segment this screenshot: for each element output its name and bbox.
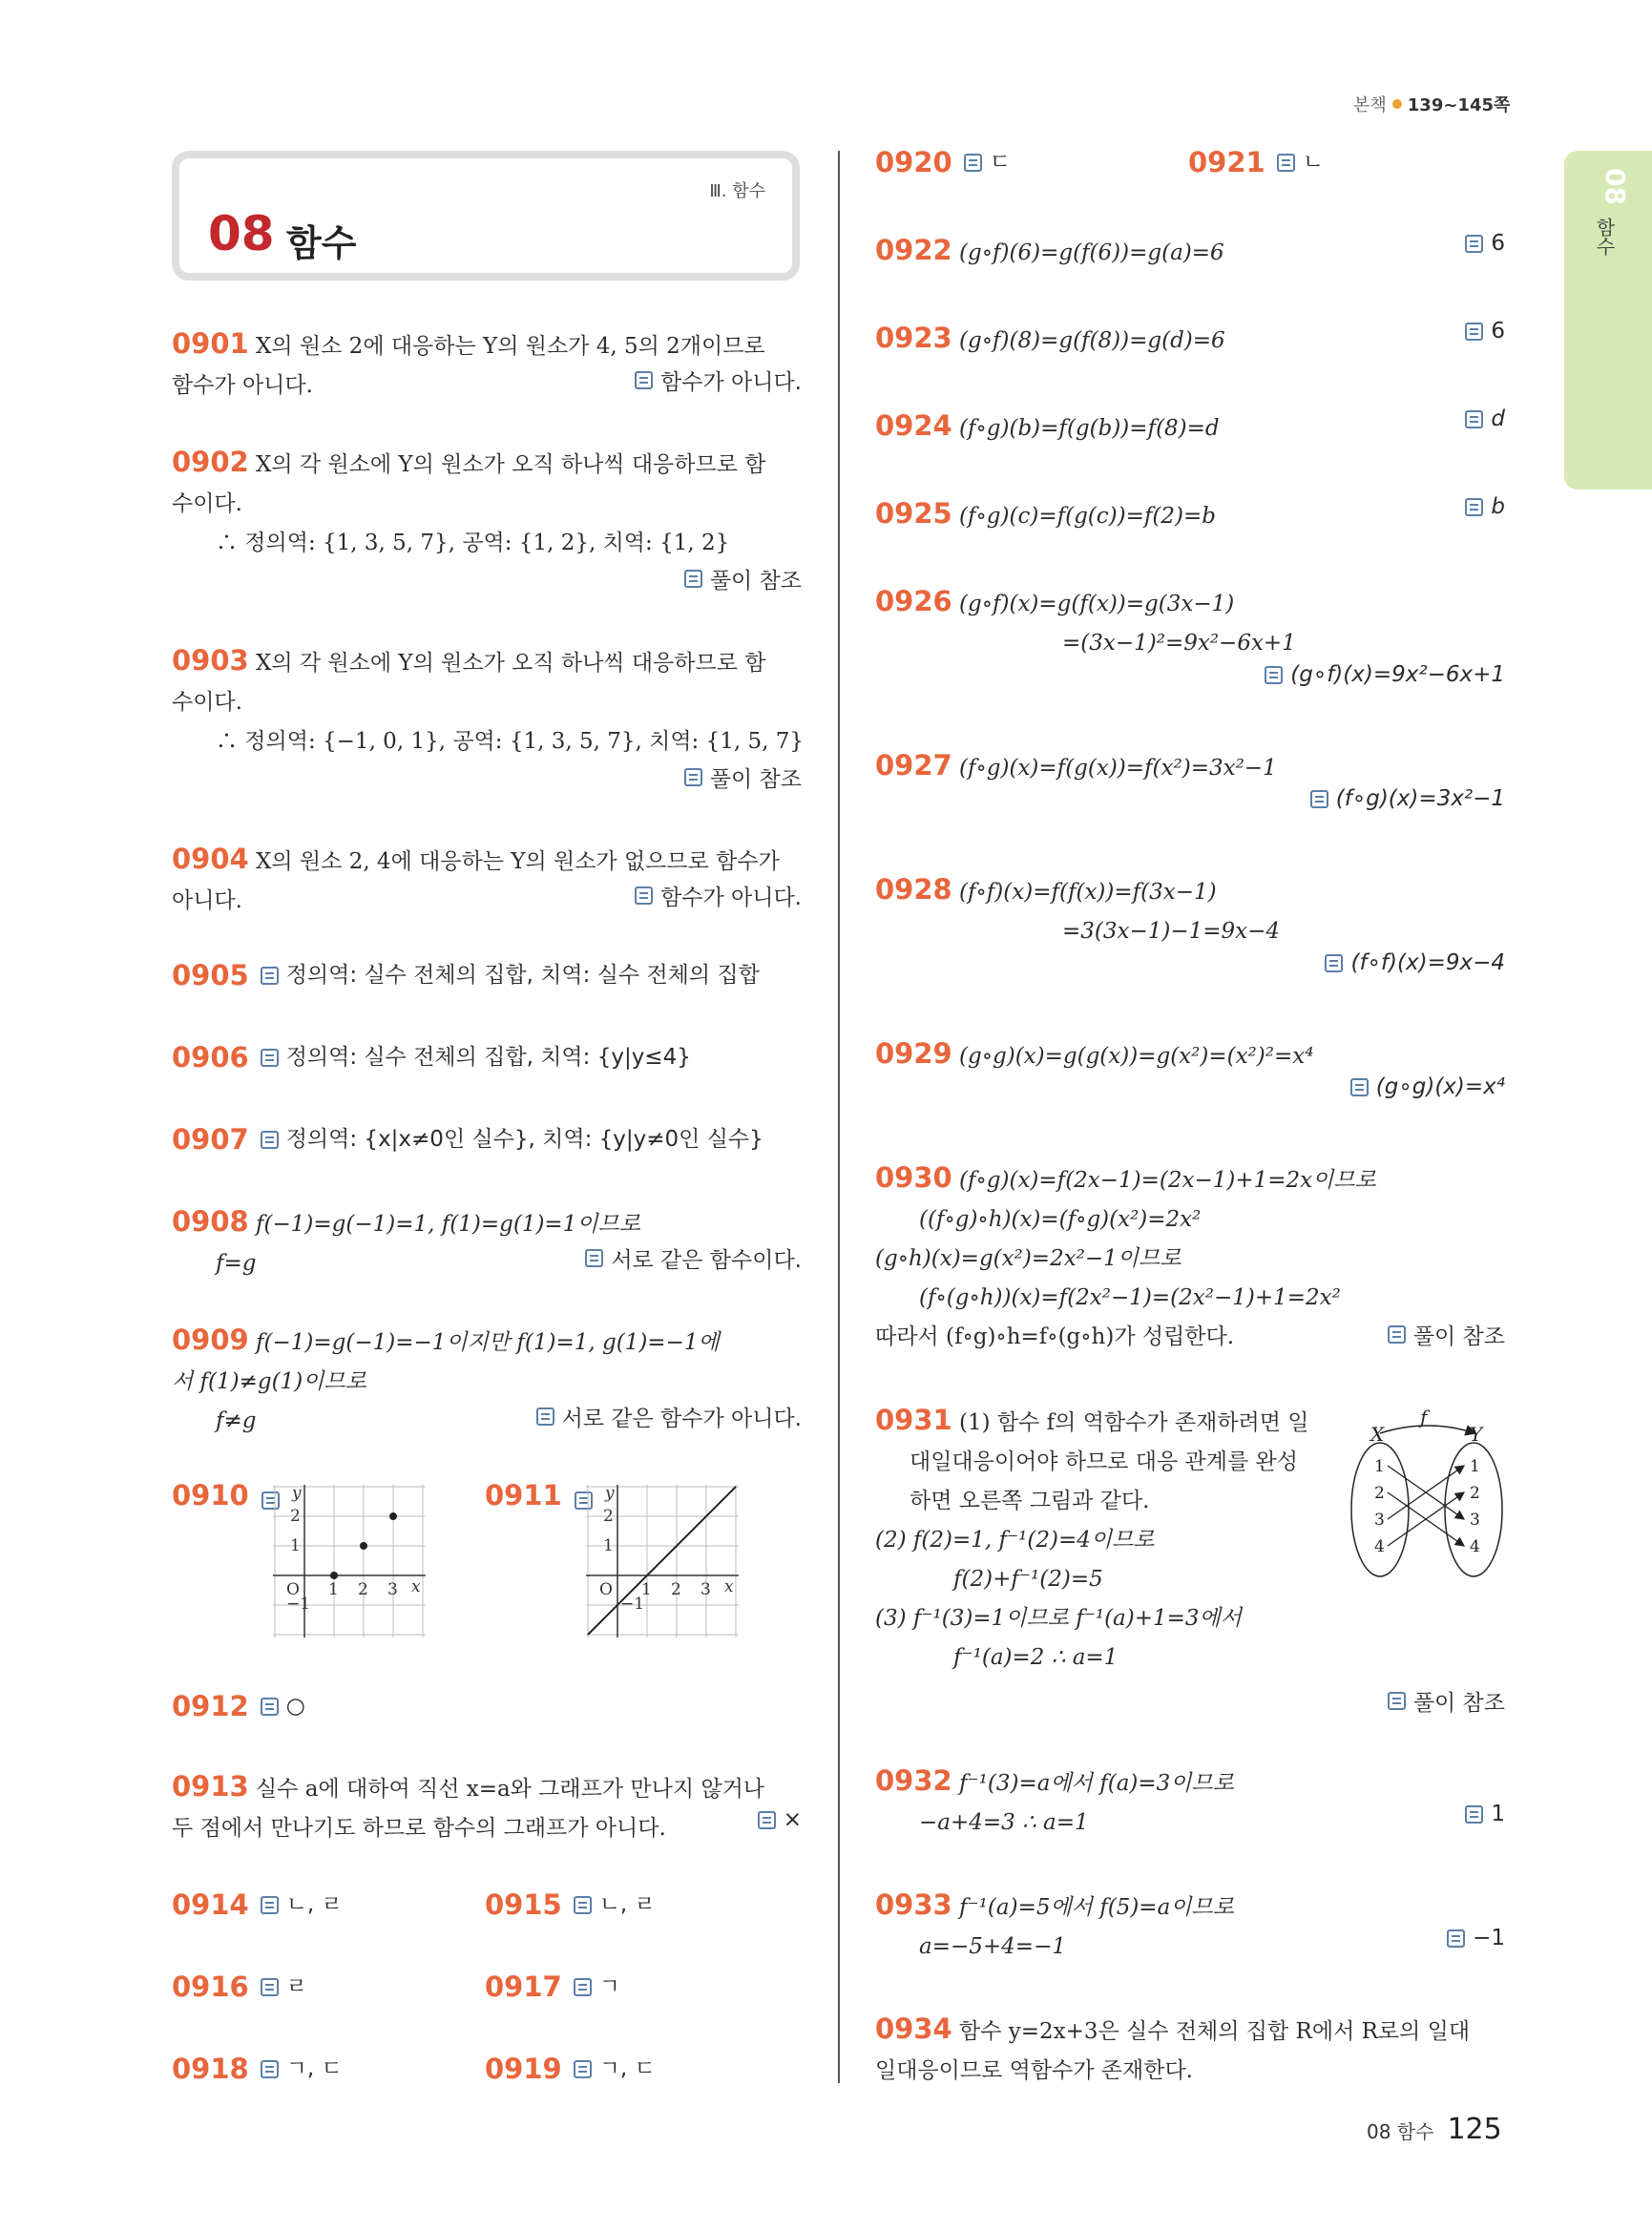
answer-text: (g∘g)(x)=x⁴ — [1375, 1074, 1505, 1099]
header-dot-icon — [1392, 99, 1402, 109]
problem-0925 — [875, 494, 1505, 536]
problem-number: 0909 — [172, 1324, 249, 1356]
problem-number: 0903 — [172, 644, 249, 677]
answer-text: d — [1491, 407, 1505, 431]
solution-line: (f∘g)(x)=f(g(x))=f(x²)=3x²−1 — [959, 756, 1277, 781]
problem-0903 — [172, 641, 805, 792]
x-tick-label: 2 — [358, 1580, 368, 1599]
solution-line: f⁻¹(a)=2 ∴ a=1 — [953, 1645, 1119, 1670]
answer-text: −1 — [1473, 1926, 1505, 1950]
y-tick-label: 1 — [290, 1536, 301, 1555]
solution-line: f⁻¹(a)=5에서 f(5)=a이므로 — [959, 1895, 1234, 1920]
solution-line: (f∘g)(b)=f(g(b))=f(8)=d — [959, 416, 1220, 441]
answer-icon — [1265, 666, 1283, 684]
chapter-section: Ⅲ. 함수 — [709, 181, 765, 201]
answer — [758, 1807, 802, 1832]
set-x-element: 4 — [1374, 1537, 1385, 1556]
solution-line: X의 각 원소에 Y의 원소가 오직 하나씩 대응하므로 함 — [256, 651, 766, 676]
graph-0911 — [586, 1485, 742, 1641]
problem-number: 0934 — [875, 2012, 952, 2045]
answer-text: (f∘f)(x)=9x−4 — [1350, 950, 1505, 975]
answer — [1447, 1926, 1505, 1950]
problem-0902 — [172, 443, 802, 594]
problem-0930 — [875, 1158, 1505, 1357]
y-tick-label: 2 — [290, 1507, 301, 1526]
problem-0926 — [875, 582, 1505, 687]
set-x-element: 2 — [1374, 1484, 1385, 1503]
answer — [684, 563, 802, 594]
problem-number: 0902 — [172, 446, 249, 478]
problem-0910 — [172, 1479, 287, 1512]
answer-text: ㄴ, ㄹ — [285, 1892, 343, 1917]
answer — [585, 1242, 802, 1274]
problem-number: 0929 — [875, 1037, 952, 1070]
origin-label: O — [599, 1580, 613, 1599]
solution-line: (2) f(2)=1, f⁻¹(2)=4이므로 — [875, 1528, 1155, 1553]
problem-0906 — [172, 1038, 691, 1077]
solution-line: f(−1)=g(−1)=−1이지만 f(1)=1, g(1)=−1에 — [256, 1330, 720, 1355]
answer — [635, 880, 802, 911]
answer-icon — [1277, 154, 1295, 172]
answer — [1388, 1685, 1505, 1717]
problem-0928 — [875, 870, 1505, 975]
answer — [1265, 662, 1505, 687]
problem-0932 — [875, 1762, 1505, 1843]
column-divider — [838, 151, 840, 2083]
problem-0913 — [172, 1767, 802, 1848]
solution-line: (3) f⁻¹(3)=1이므로 f⁻¹(a)+1=3에서 — [875, 1606, 1242, 1631]
problem-0912 — [172, 1687, 305, 1726]
answer-text: 정의역: {x|x≠0인 실수}, 치역: {y|y≠0인 실수} — [285, 1127, 763, 1152]
problem-number: 0921 — [1188, 146, 1265, 178]
solution-line: ((f∘g)∘h)(x)=(f∘g)(x²)=2x² — [919, 1207, 1202, 1232]
graph-point — [360, 1542, 367, 1550]
solution-line: =(3x−1)²=9x²−6x+1 — [1062, 631, 1296, 656]
answer-icon — [1350, 1078, 1369, 1096]
answer-icon — [261, 1896, 279, 1914]
solution-line: 실수 a에 대하여 직선 x=a와 그래프가 만나지 않거나 — [256, 1777, 765, 1802]
header-ref-prefix: 본책 — [1353, 95, 1387, 115]
answer-text: 함수가 아니다. — [660, 370, 802, 395]
problem-number: 0928 — [875, 873, 952, 906]
set-y-element: 2 — [1470, 1484, 1480, 1503]
answer — [1350, 1074, 1505, 1099]
solution-line: f(2)+f⁻¹(2)=5 — [953, 1567, 1103, 1592]
answer-text: 6 — [1491, 231, 1505, 256]
problem-0917 — [485, 1968, 620, 2007]
answer-text: (g∘f)(x)=9x²−6x+1 — [1290, 662, 1505, 687]
answer-text: 함수가 아니다. — [660, 886, 802, 910]
x-axis-label: x — [724, 1577, 734, 1596]
problem-0922 — [875, 231, 1505, 273]
answer-icon — [964, 154, 982, 172]
answer-icon — [585, 1249, 603, 1267]
solution-line: 따라서 (f∘g)∘h=f∘(g∘h)가 성립한다. — [875, 1324, 1235, 1349]
problem-0904 — [172, 840, 802, 921]
answer-icon — [684, 570, 702, 588]
solution-line: (f∘f)(x)=f(f(x))=f(3x−1) — [959, 880, 1217, 905]
problem-0916 — [172, 1968, 307, 2007]
solution-line: 함수 y=2x+3은 실수 전체의 집합 R에서 R로의 일대 — [959, 2019, 1471, 2044]
answer-text: b — [1491, 494, 1505, 519]
y-tick-label: 2 — [603, 1507, 614, 1526]
answer-icon — [635, 371, 653, 389]
solution-line: 수이다. — [172, 491, 242, 516]
solution-line: X의 원소 2에 대응하는 Y의 원소가 4, 5의 2개이므로 — [256, 334, 765, 359]
page-header — [1353, 92, 1510, 116]
problem-0911 — [485, 1479, 600, 1512]
problem-number: 0904 — [172, 843, 249, 875]
solution-line: (g∘h)(x)=g(x²)=2x²−1이므로 — [875, 1246, 1181, 1271]
answer-text: 풀이 참조 — [709, 569, 802, 594]
problem-0907 — [172, 1120, 763, 1159]
side-tab-label: 함수 — [1593, 218, 1616, 256]
problem-0919 — [485, 2050, 656, 2089]
answer-icon — [1310, 790, 1328, 808]
problem-number: 0910 — [172, 1479, 249, 1512]
answer-text: (f∘g)(x)=3x²−1 — [1335, 786, 1505, 811]
answer-icon — [1388, 1692, 1406, 1710]
answer-icon — [684, 768, 702, 786]
solution-line: 일대응이므로 역함수가 존재한다. — [875, 2058, 1193, 2083]
solution-line: 대일대응이어야 하므로 대응 관계를 완성 — [910, 1449, 1298, 1474]
footer-label: 08 함수 — [1367, 2120, 1434, 2143]
origin-label: O — [286, 1580, 300, 1599]
set-y-label: Y — [1470, 1423, 1483, 1446]
problem-0909 — [172, 1321, 802, 1441]
problem-number: 0930 — [875, 1161, 952, 1194]
answer-text: ㄹ — [285, 1974, 307, 1999]
problem-number: 0933 — [875, 1888, 952, 1921]
answer-text: 풀이 참조 — [1412, 1324, 1505, 1349]
header-pages: 139~145쪽 — [1407, 95, 1511, 115]
solution-line: 함수가 아니다. — [172, 373, 313, 398]
answer-icon — [758, 1811, 776, 1829]
graph-point — [389, 1512, 397, 1520]
problem-number: 0919 — [485, 2053, 562, 2085]
solution-line: (g∘f)(6)=g(f(6))=g(a)=6 — [959, 240, 1224, 265]
answer-icon — [261, 1131, 279, 1149]
answer-icon — [261, 1978, 279, 1996]
mapping-arrows — [1388, 1466, 1464, 1546]
answer-text: 정의역: 실수 전체의 집합, 치역: {y|y≤4} — [285, 1045, 691, 1070]
problem-number: 0920 — [875, 146, 952, 178]
solution-line: 두 점에서 만나기도 하므로 함수의 그래프가 아니다. — [172, 1816, 666, 1841]
solution-line: (1) 함수 f의 역함수가 존재하려면 일 — [959, 1410, 1309, 1435]
answer-icon — [261, 967, 279, 985]
side-tab-number: 08 — [1600, 168, 1631, 205]
answer-icon — [536, 1407, 554, 1426]
solution-line: a=−5+4=−1 — [919, 1934, 1066, 1959]
answer-icon — [635, 886, 653, 905]
answer — [1465, 319, 1505, 344]
answer-text: ㄱ, ㄷ — [598, 2056, 656, 2081]
answer-text: 1 — [1491, 1802, 1505, 1826]
answer-text: ㄴ, ㄹ — [598, 1892, 656, 1917]
answer — [684, 761, 802, 793]
problem-0924 — [875, 407, 1505, 448]
problem-0927 — [875, 746, 1505, 811]
solution-line: 아니다. — [172, 888, 242, 913]
set-x-element: 1 — [1374, 1457, 1385, 1476]
chapter-title: 함수 — [286, 222, 357, 264]
problem-number: 0926 — [875, 585, 952, 617]
footer-page-number: 125 — [1447, 2113, 1502, 2146]
problem-0915 — [485, 1886, 656, 1925]
answer-text: ㄱ, ㄷ — [285, 2056, 343, 2081]
mapping-diagram — [1349, 1405, 1506, 1584]
problem-number: 0917 — [485, 1970, 562, 2003]
graph-point — [330, 1572, 338, 1579]
solution-line: (g∘g)(x)=g(g(x))=g(x²)=(x²)²=x⁴ — [959, 1044, 1314, 1069]
chapter-number: 08 — [208, 206, 275, 261]
solution-line: f=g — [216, 1251, 257, 1276]
set-y-element: 1 — [1470, 1457, 1480, 1476]
solution-line: f(−1)=g(−1)=1, f(1)=g(1)=1이므로 — [256, 1212, 640, 1237]
x-tick-label: 1 — [641, 1580, 652, 1599]
answer-icon — [1465, 1805, 1483, 1824]
answer-icon — [1465, 498, 1483, 516]
problem-number: 0918 — [172, 2053, 249, 2085]
y-axis-label: y — [292, 1485, 302, 1503]
problem-number: 0913 — [172, 1770, 249, 1803]
solution-line: X의 원소 2, 4에 대응하는 Y의 원소가 없으므로 함수가 — [256, 849, 780, 874]
answer-icon — [574, 1978, 592, 1996]
solution-line: =3(3x−1)−1=9x−4 — [1062, 919, 1281, 944]
answer-icon — [1325, 954, 1343, 972]
func-arrow — [1380, 1426, 1475, 1433]
solution-line: (f∘(g∘h))(x)=f(2x²−1)=(2x²−1)+1=2x² — [919, 1285, 1341, 1310]
solution-line: ∴ 정의역: {1, 3, 5, 7}, 공역: {1, 2}, 치역: {1, 2} — [216, 531, 730, 555]
problem-number: 0923 — [875, 322, 952, 354]
answer — [1325, 950, 1505, 975]
y-axis-label: y — [605, 1485, 615, 1503]
answer — [1388, 1319, 1505, 1350]
solution-line: −a+4=3 ∴ a=1 — [919, 1810, 1089, 1835]
problem-0901 — [172, 324, 802, 406]
answer-icon — [574, 2060, 592, 2078]
problem-number: 0906 — [172, 1041, 249, 1074]
answer-text: 풀이 참조 — [1412, 1691, 1505, 1716]
answer-text: × — [783, 1807, 802, 1832]
problem-0908 — [172, 1202, 802, 1283]
answer-text: 정의역: 실수 전체의 집합, 치역: 실수 전체의 집합 — [285, 963, 760, 988]
problem-0905 — [172, 956, 760, 995]
solution-line: 수이다. — [172, 690, 242, 715]
answer — [1465, 231, 1505, 256]
problem-number: 0932 — [875, 1764, 952, 1797]
problem-number: 0912 — [172, 1690, 249, 1722]
set-y-element: 3 — [1470, 1511, 1480, 1530]
answer-text: ㄷ — [989, 150, 1011, 175]
problem-number: 0927 — [875, 749, 952, 782]
solution-line: (g∘f)(8)=g(f(8))=g(d)=6 — [959, 328, 1225, 353]
answer-text: 6 — [1491, 319, 1505, 344]
x-tick-label: 2 — [671, 1580, 681, 1599]
solution-line: 하면 오른쪽 그림과 같다. — [910, 1489, 1150, 1513]
problem-number: 0907 — [172, 1123, 249, 1156]
x-tick-label: 3 — [701, 1580, 711, 1599]
answer-icon — [1465, 323, 1483, 341]
solution-line: f≠g — [216, 1408, 257, 1433]
problem-number: 0914 — [172, 1888, 249, 1921]
solution-line: ∴ 정의역: {−1, 0, 1}, 공역: {1, 3, 5, 7}, 치역: {1, 5, 7} — [216, 729, 805, 754]
problem-number: 0924 — [875, 409, 952, 442]
problem-number: 0916 — [172, 1970, 249, 2003]
problem-number: 0915 — [485, 1888, 562, 1921]
solution-line: (f∘g)(c)=f(g(c))=f(2)=b — [959, 504, 1216, 529]
set-y-elements — [1470, 1457, 1480, 1556]
problem-0918 — [172, 2050, 343, 2089]
set-x-element: 3 — [1374, 1511, 1385, 1530]
answer-icon — [261, 2060, 279, 2078]
func-label: f — [1420, 1406, 1428, 1428]
problem-0929 — [875, 1034, 1505, 1099]
answer-text: 서로 같은 함수이다. — [611, 1248, 802, 1273]
graph-0910 — [273, 1485, 429, 1641]
solution-line: (f∘g)(x)=f(2x−1)=(2x−1)+1=2x이므로 — [959, 1168, 1376, 1193]
side-tab[interactable] — [1564, 151, 1652, 490]
answer-icon — [261, 1698, 279, 1716]
problem-0934 — [875, 2010, 1505, 2091]
answer — [1465, 494, 1505, 519]
solution-line: f⁻¹(3)=a에서 f(a)=3이므로 — [959, 1771, 1234, 1796]
answer — [1465, 407, 1505, 431]
problem-0921 — [1188, 143, 1324, 182]
answer-text: 풀이 참조 — [709, 767, 802, 792]
answer-icon — [574, 1896, 592, 1914]
chapter-title-box — [172, 151, 800, 281]
answer-icon — [1447, 1929, 1465, 1948]
y-tick-label: 1 — [603, 1536, 614, 1555]
problem-number: 0905 — [172, 959, 249, 991]
solution-line: 서 f(1)≠g(1)이므로 — [172, 1369, 366, 1394]
answer — [536, 1401, 802, 1432]
x-tick-label: 1 — [328, 1580, 339, 1599]
answer-icon — [1465, 410, 1483, 428]
y-tick-label: −1 — [620, 1595, 645, 1614]
answer — [1465, 1802, 1505, 1826]
problem-number: 0925 — [875, 497, 952, 530]
answer-icon — [1465, 235, 1483, 253]
problem-0933 — [875, 1886, 1505, 1967]
problem-0914 — [172, 1886, 343, 1925]
set-y-element: 4 — [1470, 1537, 1480, 1556]
solution-line: X의 각 원소에 Y의 원소가 오직 하나씩 대응하므로 함 — [256, 452, 766, 477]
problem-number: 0901 — [172, 327, 249, 360]
y-tick-label: −1 — [286, 1595, 311, 1614]
problem-0923 — [875, 319, 1505, 361]
answer-text: ㄴ — [1302, 150, 1324, 175]
problem-number: 0931 — [875, 1404, 952, 1436]
problem-number: 0911 — [485, 1479, 562, 1512]
answer-text: 서로 같은 함수가 아니다. — [561, 1407, 802, 1431]
x-tick-label: 3 — [387, 1580, 398, 1599]
answer-text: ○ — [285, 1694, 305, 1719]
set-x-elements — [1374, 1457, 1385, 1556]
answer-text: ㄱ — [598, 1974, 620, 1999]
answer — [635, 365, 802, 396]
answer — [1310, 786, 1505, 811]
solution-line: (g∘f)(x)=g(f(x))=g(3x−1) — [959, 592, 1235, 616]
problem-number: 0922 — [875, 234, 952, 266]
answer-icon — [1388, 1325, 1406, 1344]
set-x-label: X — [1370, 1423, 1385, 1446]
answer-icon — [261, 1049, 279, 1067]
x-axis-label: x — [411, 1577, 421, 1596]
problem-0920 — [875, 143, 1011, 182]
page-footer — [1367, 2113, 1502, 2146]
problem-number: 0908 — [172, 1205, 249, 1238]
